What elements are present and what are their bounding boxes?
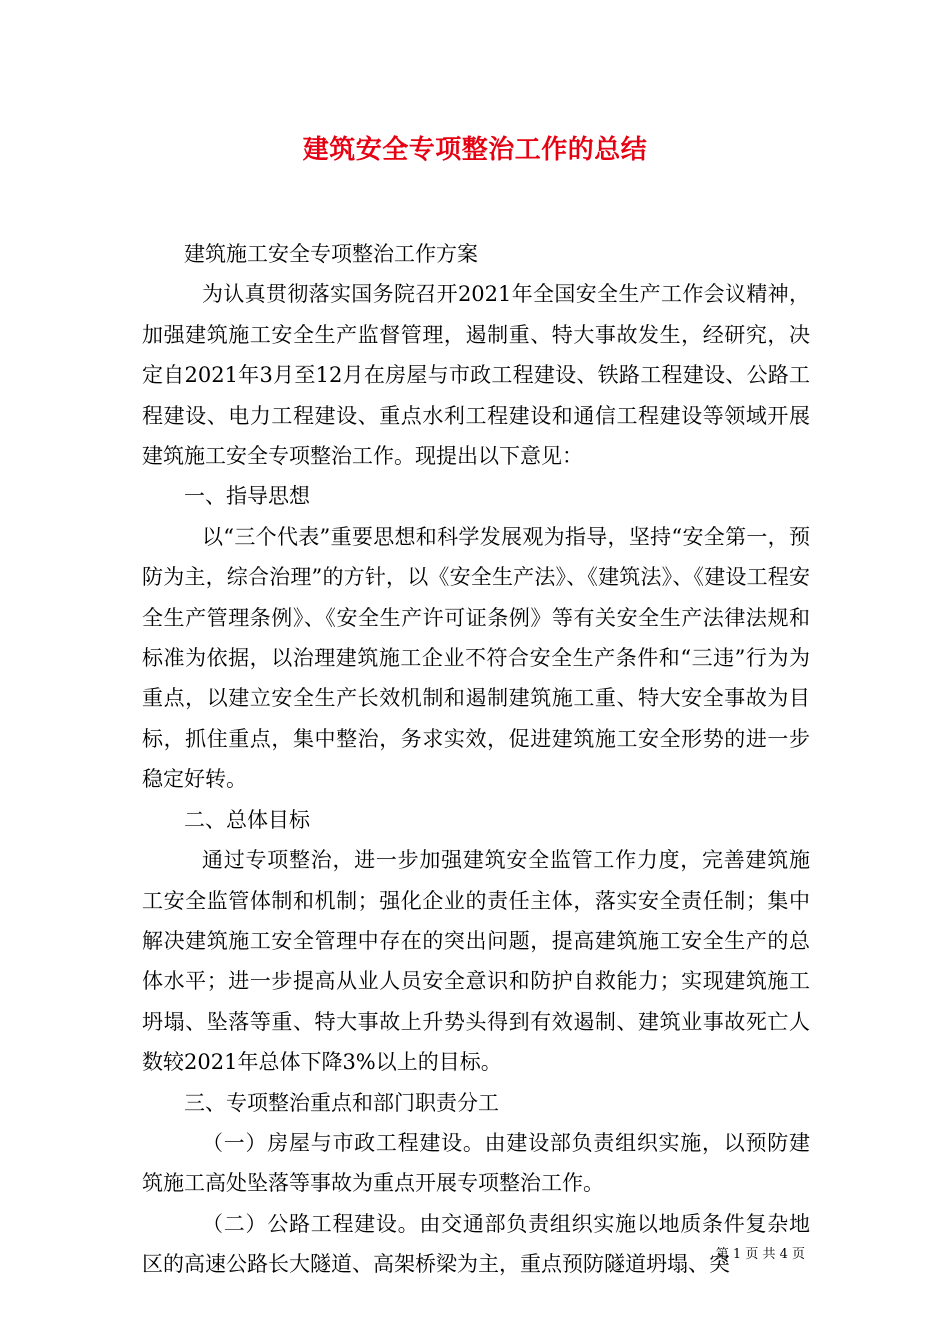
paragraph-housing-municipal: （一）房屋与市政工程建设。由建设部负责组织实施，以预防建筑施工高处坠落等事故为重点开展专项整治工作。 — [142, 1130, 810, 1196]
section-heading-guiding-ideology: 一、指导思想 — [184, 484, 310, 509]
section-heading-key-points: 三、专项整治重点和部门职责分工 — [184, 1090, 499, 1115]
paragraph-guiding-ideology: 以“三个代表”重要思想和科学发展观为指导，坚持“安全第一，预防为主，综合治理”的方针，以《安全生产法》、《建筑法》、《建设工程安全生产管理条例》、《安全生产许可证条例》等有关安全生产法律法规和标准为依据，以治理建筑施工企业不符合安全生产条件和“三违”行为为重点，以建立安全生产长效机制和遏制建筑施工重、特大安全事故为目标，抓住重点，集中整治，务求实效，促进建筑施工安全形势的进一步稳定好转。 — [142, 524, 810, 792]
paragraph-intro: 为认真贯彻落实国务院召开2021年全国安全生产工作会议精神，加强建筑施工安全生产监督管理，遏制重、特大事故发生，经研究，决定自2021年3月至12月在房屋与市政工程建设、铁路工程建设、公路工程建设、电力工程建设、重点水利工程建设和通信工程建设等领域开展建筑施工安全专项整治工作。现提出以下意见： — [142, 282, 810, 469]
section-heading-overall-goal: 二、总体目标 — [184, 807, 310, 832]
paragraph-overall-goal: 通过专项整治，进一步加强建筑安全监管工作力度，完善建筑施工安全监管体制和机制；强化企业的责任主体，落实安全责任制；集中解决建筑施工安全管理中存在的突出问题，提高建筑施工安全生产的总体水平；进一步提高从业人员安全意识和防护自救能力；实现建筑施工坍塌、坠落等重、特大事故上升势头得到有效遏制、建筑业事故死亡人数较2021年总体下降3%以上的目标。 — [142, 848, 810, 1075]
paragraph-plan-title: 建筑施工安全专项整治工作方案 — [184, 242, 478, 266]
page-number-footer: 第 1 页 共 4 页 — [715, 1247, 805, 1262]
document-title: 建筑安全专项整治工作的总结 — [302, 135, 648, 165]
paragraph-highway: （二）公路工程建设。由交通部负责组织实施以地质条件复杂地区的高速公路长大隧道、高架桥梁为主，重点预防隧道坍塌、突 — [142, 1211, 810, 1277]
document-body — [142, 234, 810, 1285]
